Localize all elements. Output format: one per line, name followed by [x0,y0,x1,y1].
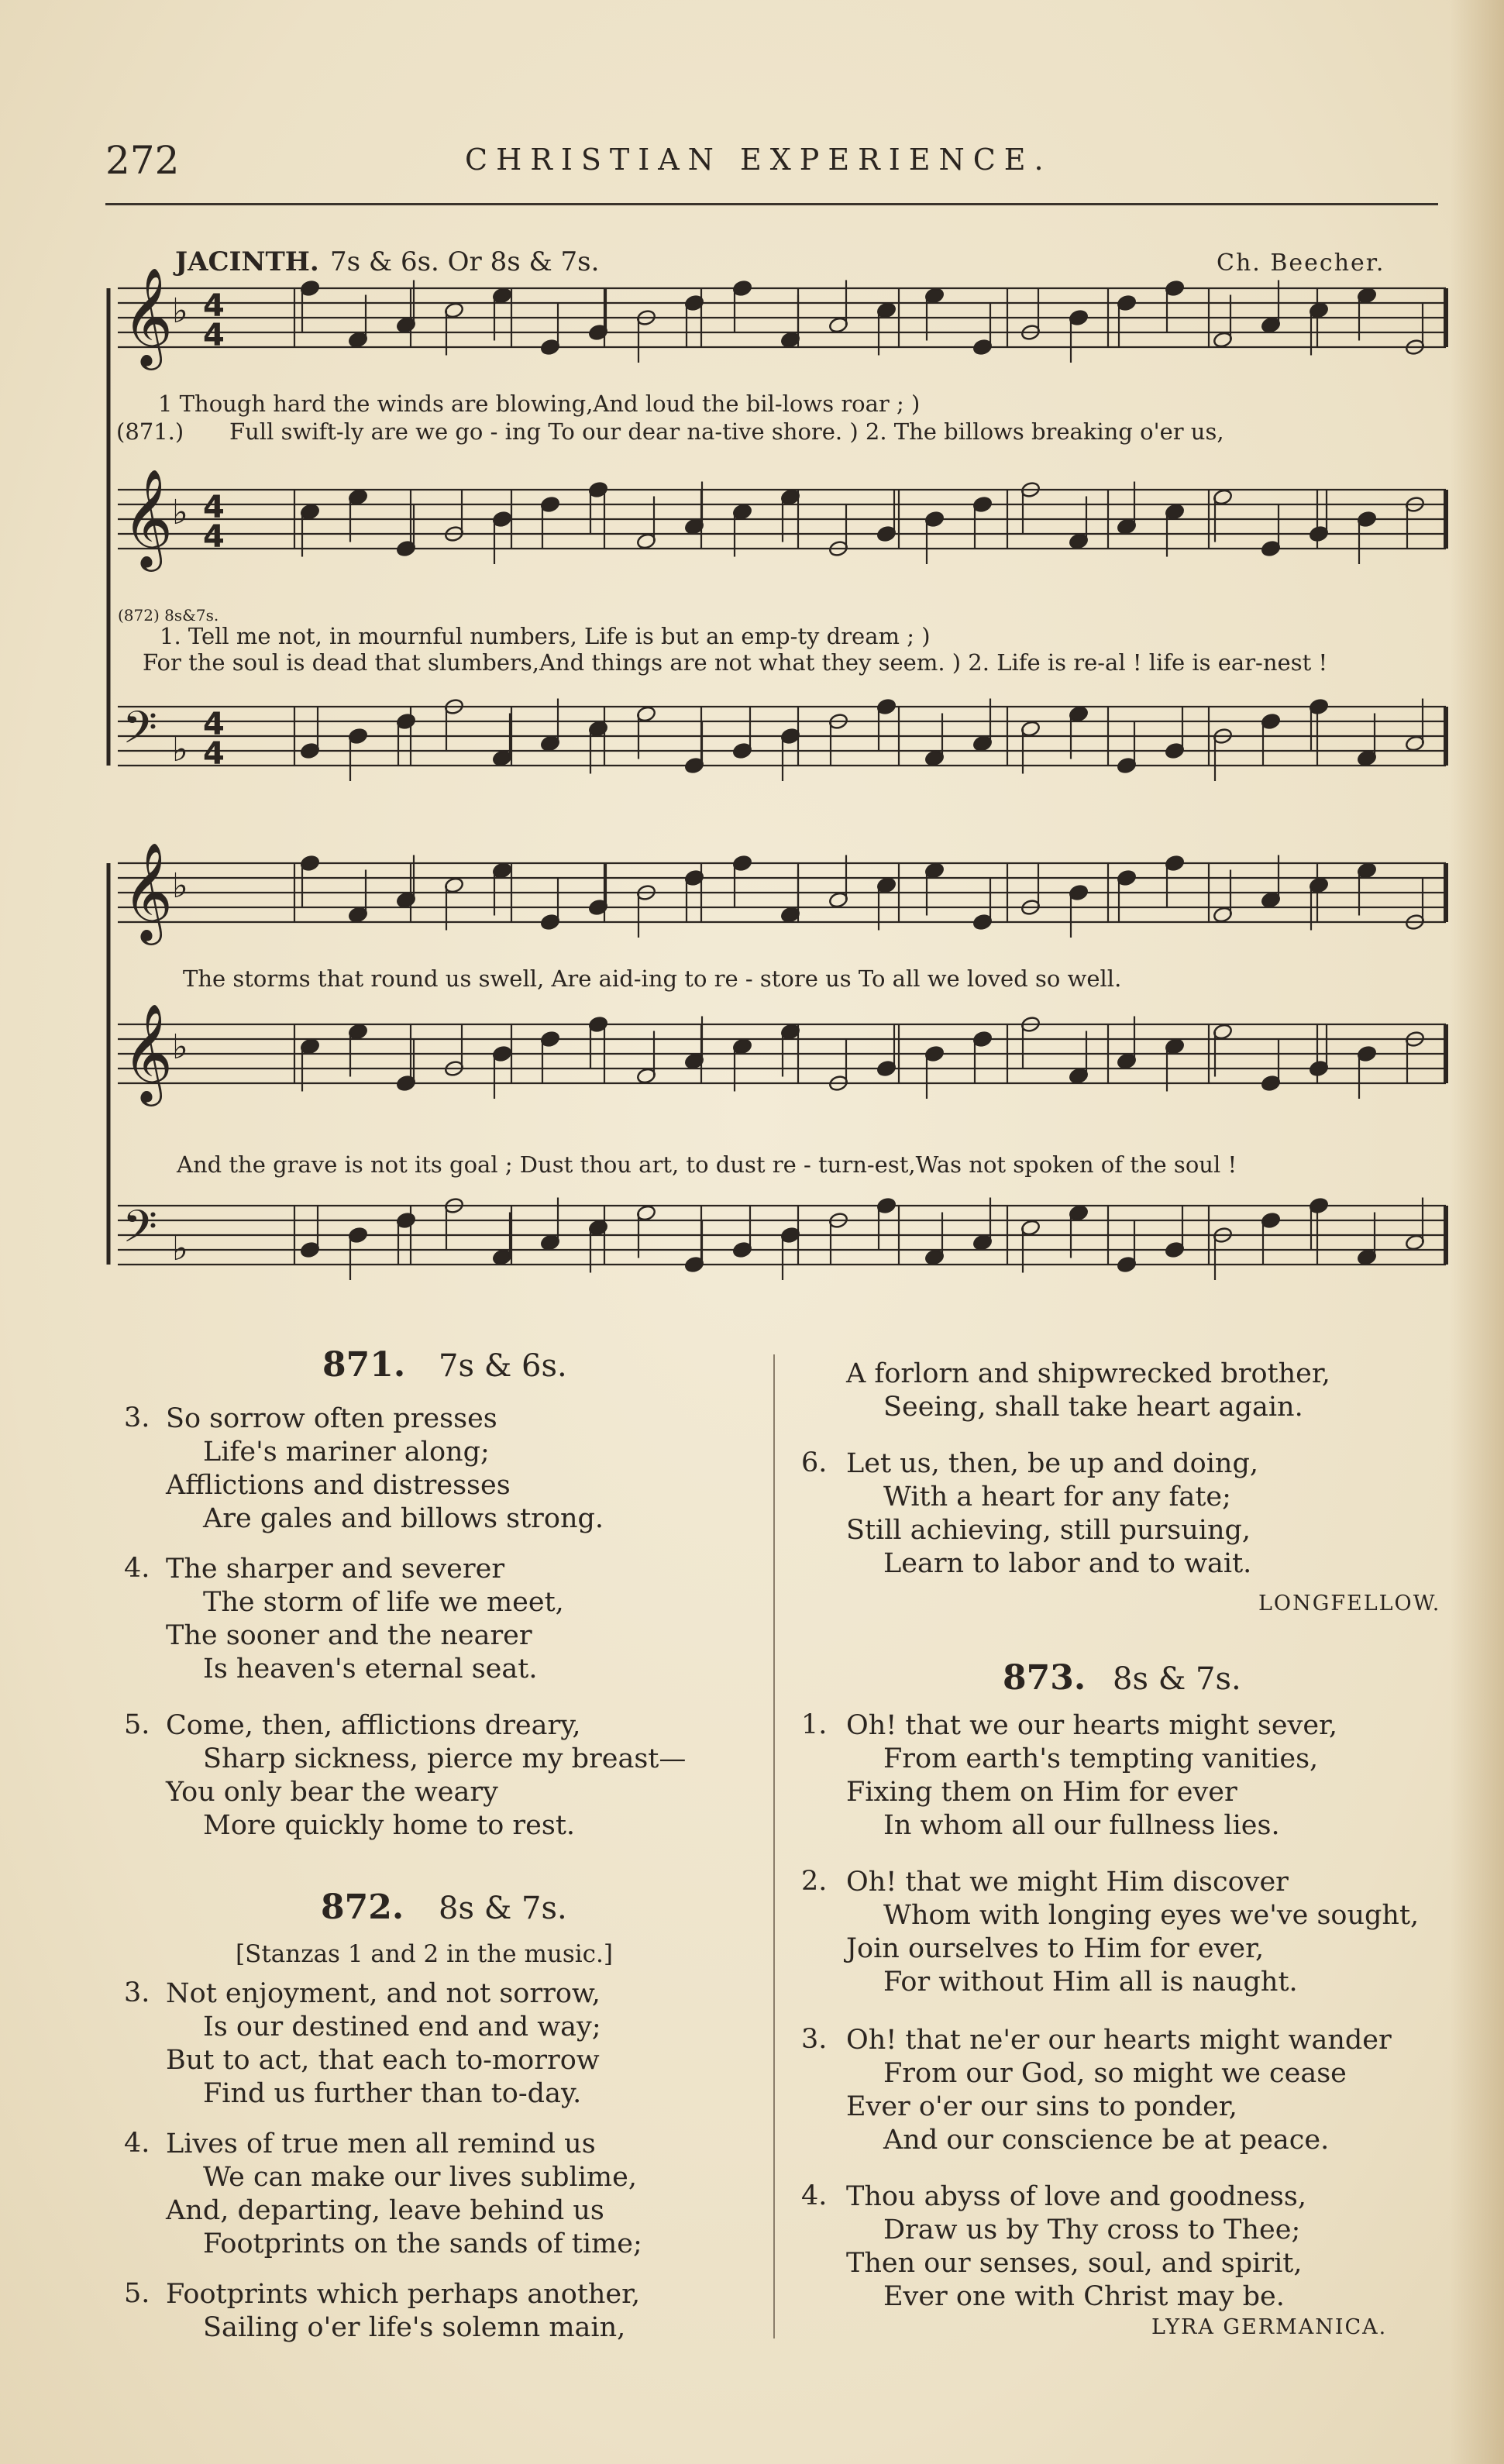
lyric-872-line2: For the soul is dead that slumbers,And things are not what they seem. ) 2. Life is re-al ! life is ear-nest ! [143,649,1328,676]
verse-line: So sorrow often presses [166,1403,497,1434]
verse-number: 3. [124,1402,150,1433]
lyric-system2-lower: And the grave is not its goal ; Dust thou art, to dust re - turn-est,Was not spoken of the soul ! [177,1151,1237,1178]
verse-line: From our God, so might we cease [883,2058,1347,2089]
verse-line: We can make our lives sublime, [203,2162,637,2193]
stanza-872-5-part2 [846,1358,1330,1424]
tune-meter: 7s & 6s. Or 8s & 7s. [330,246,600,277]
tune-name: JACINTH. [175,246,319,277]
time-signature-bottom: 4 [203,736,225,772]
verse-line: The sharper and severer [166,1554,505,1585]
bass-clef-icon: 𝄢 [122,1200,158,1264]
verse-number: 4. [801,2180,828,2211]
verse-line: Life's mariner along; [203,1437,490,1468]
verse-line: Still achieving, still pursuing, [846,1515,1251,1546]
verse-number: 1. [801,1709,828,1740]
hymn-873-number: 873. [1003,1658,1086,1698]
verse-line: The storm of life we meet, [203,1587,564,1618]
stanza-note: [Stanzas 1 and 2 in the music.] [236,1940,613,1968]
page-number: 272 [105,138,180,183]
verse-line: For without Him all is naught. [883,1967,1298,1998]
column-divider [773,1354,775,2338]
key-flat-icon: ♭ [172,1027,188,1067]
verse-line: Ever o'er our sins to ponder, [846,2091,1237,2122]
stanza-872-6 [846,1447,1258,1581]
treble-clef-icon: 𝄞 [122,468,174,567]
lyric-871-line2: Full swift-ly are we go - ing To our dear na-tive shore. ) 2. The billows breaking o'er us, [229,418,1224,445]
verse-line: In whom all our fullness lies. [883,1810,1280,1841]
verse-number: 5. [124,2278,150,2309]
stanza-873-4 [846,2180,1306,2314]
verse-line: Sailing o'er life's solemn main, [203,2312,626,2343]
lyric-872-label: (872) 8s&7s. [118,606,219,625]
time-signature-bottom: 4 [203,519,225,555]
verse-number: 3. [801,2024,828,2055]
verse-line: Sharp sickness, pierce my breast— [203,1743,687,1774]
verse-line: The sooner and the nearer [166,1620,532,1651]
time-signature-bottom: 4 [203,318,225,353]
hymn-873-meter: 8s & 7s. [1113,1661,1241,1697]
key-flat-icon: ♭ [172,291,188,331]
author-lyra-germanica: LYRA GERMANICA. [1151,2315,1388,2339]
verse-line: More quickly home to rest. [203,1810,576,1841]
verse-line: From earth's tempting vanities, [883,1743,1319,1774]
lyric-system2-upper: The storms that round us swell, Are aid-ing to re - store us To all we loved so well. [183,965,1122,992]
lyric-872-line1: 1. Tell me not, in mournful numbers, Life is but an emp-ty dream ; ) [160,623,931,649]
hymn-871-meter: 7s & 6s. [439,1348,567,1384]
stanza-873-3 [846,2024,1392,2157]
verse-line: Afflictions and distresses [166,1470,511,1501]
verse-line: Oh! that we might Him discover [846,1867,1289,1898]
stanza-872-4 [166,2128,642,2261]
verse-number: 4. [124,2128,150,2159]
verse-line: But to act, that each to-morrow [166,2045,600,2076]
verse-line: Whom with longing eyes we've sought, [883,1900,1420,1931]
composer-name: Ch. Beecher. [1217,249,1385,277]
key-flat-icon: ♭ [172,493,188,532]
verse-number: 2. [801,1866,828,1897]
author-longfellow: LONGFELLOW. [1258,1592,1441,1616]
verse-line: Thou abyss of love and goodness, [846,2181,1306,2212]
verse-line: Come, then, afflictions dreary, [166,1710,581,1741]
verse-line: Seeing, shall take heart again. [883,1392,1303,1423]
verse-line: Oh! that we our hearts might sever, [846,1710,1338,1741]
verse-line: Find us further than to-day. [203,2078,582,2109]
verse-line: Not enjoyment, and not sorrow, [166,1978,601,2009]
hymn-872-number: 872. [321,1888,404,1927]
verse-line: Learn to labor and to wait. [883,1548,1252,1579]
stanza-872-3 [166,1977,601,2111]
verse-line: Footprints on the sands of time; [203,2228,642,2259]
verse-line: Is heaven's eternal seat. [203,1654,538,1685]
stanza-871-3 [166,1402,604,1536]
key-flat-icon: ♭ [172,866,188,906]
verse-line: And our conscience be at peace. [883,2125,1330,2156]
verse-line: Fixing them on Him for ever [846,1777,1237,1808]
time-signature-top: 4 [203,490,225,525]
bass-clef-icon: 𝄢 [122,701,158,765]
verse-line: Ever one with Christ may be. [883,2281,1285,2312]
page-title: CHRISTIAN EXPERIENCE. [465,143,1052,177]
verse-line: Is our destined end and way; [203,2011,601,2042]
verse-number: 6. [801,1447,828,1478]
treble-clef-icon: 𝄞 [122,267,174,366]
verse-line: Footprints which perhaps another, [166,2279,641,2310]
verse-line: Oh! that ne'er our hearts might wander [846,2025,1392,2056]
verse-number: 5. [124,1709,150,1740]
treble-clef-icon: 𝄞 [122,841,174,941]
time-signature-top: 4 [203,288,225,324]
hymn-872-meter: 8s & 7s. [439,1891,567,1926]
treble-clef-icon: 𝄞 [122,1003,174,1102]
verse-number: 3. [124,1977,150,2008]
stanza-871-5 [166,1709,686,1843]
verse-line: Draw us by Thy cross to Thee; [883,2215,1301,2245]
verse-line: With a heart for any fate; [883,1481,1231,1512]
lyric-871-line1: 1 Though hard the winds are blowing,And loud the bil-lows roar ; ) [158,391,921,417]
time-signature-top: 4 [203,707,225,742]
verse-line: And, departing, leave behind us [166,2195,604,2226]
key-flat-icon: ♭ [172,730,188,769]
verse-line: You only bear the weary [166,1777,498,1808]
stanza-872-5-part1 [166,2278,640,2345]
verse-line: Let us, then, be up and doing, [846,1448,1259,1479]
lyric-871-label: (871.) [116,418,184,445]
verse-line: Join ourselves to Him for ever, [846,1933,1265,1964]
verse-line: Lives of true men all remind us [166,2128,596,2159]
stanza-871-4 [166,1553,564,1686]
hymn-871-number: 871. [322,1345,406,1385]
verse-line: A forlorn and shipwrecked brother, [846,1358,1330,1389]
verse-line: Are gales and billows strong. [203,1503,604,1534]
verse-number: 4. [124,1553,150,1584]
verse-line: Then our senses, soul, and spirit, [846,2248,1303,2279]
stanza-873-1 [846,1709,1337,1843]
key-flat-icon: ♭ [172,1229,188,1268]
stanza-873-2 [846,1866,1419,1999]
